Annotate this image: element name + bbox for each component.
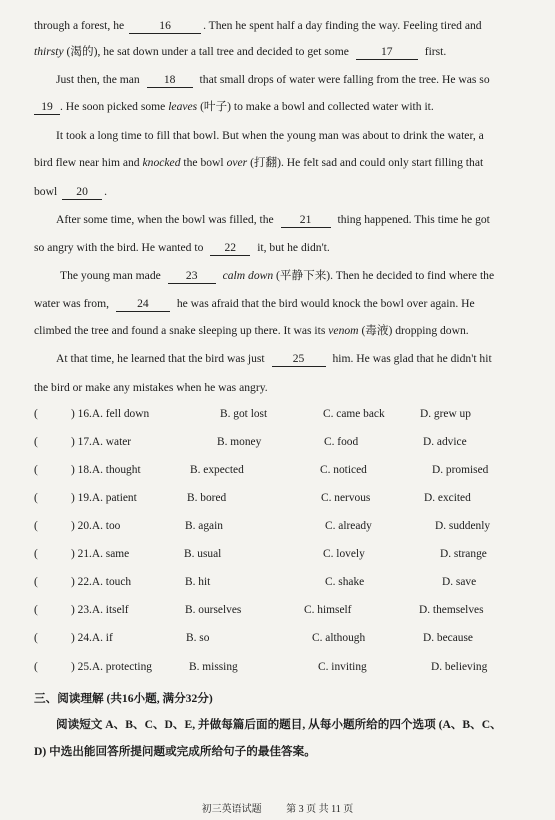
passage-line-12 (34, 324, 524, 338)
answer-paren[interactable]: ( (34, 548, 38, 560)
option-a: ) 17.A. water (71, 436, 132, 448)
passage-line-11 (34, 297, 524, 312)
blank-number: 18 (163, 73, 176, 86)
option-c: C. already (325, 520, 372, 532)
blank-number: 23 (185, 269, 198, 282)
option-d: D. because (423, 632, 473, 644)
answer-paren[interactable]: ( (34, 436, 38, 448)
option-d: D. strange (440, 548, 487, 560)
answer-paren[interactable]: ( (34, 408, 38, 420)
option-b: B. expected (190, 464, 244, 476)
blank-23 (168, 269, 216, 284)
text: knocked (142, 156, 181, 169)
option-c: C. noticed (320, 464, 367, 476)
option-b: B. ourselves (185, 604, 242, 616)
option-b: B. again (185, 520, 223, 532)
answer-paren[interactable]: ( (34, 632, 38, 644)
text: it, but he didn't. (257, 241, 330, 254)
text: that small drops of water were falling from the tree. He was so (199, 73, 490, 86)
passage-line-8 (34, 213, 524, 228)
option-row-17 (34, 436, 524, 452)
answer-paren[interactable]: ( (34, 464, 38, 476)
passage-line-3 (34, 73, 524, 88)
text: he was afraid that the bird would knock the bowl over again. He (176, 297, 475, 310)
text: The young man made (60, 269, 161, 282)
option-row-22 (34, 576, 524, 592)
text: It took a long time to fill that bowl. But when the young man was about to drink the water, a (56, 129, 484, 142)
text: At that time, he learned that the bird was just (56, 352, 265, 365)
option-b: B. usual (184, 548, 222, 560)
text: the bird or make any mistakes when he was angry. (34, 381, 268, 394)
option-a: ) 22.A. touch (71, 576, 132, 588)
answer-paren[interactable]: ( (34, 520, 38, 532)
option-row-20 (34, 520, 524, 536)
text: Just then, the man (56, 73, 140, 86)
option-a: ) 24.A. if (71, 632, 113, 644)
text: through a forest, he (34, 19, 125, 32)
text: venom (328, 324, 359, 337)
passage-line-9 (34, 241, 524, 256)
text: first. (424, 45, 447, 58)
option-c: C. food (324, 436, 359, 448)
text: leaves (168, 100, 198, 113)
passage-line-14 (34, 381, 524, 395)
blank-16 (129, 19, 201, 34)
blank-number: 25 (292, 352, 305, 365)
option-row-21 (34, 548, 524, 564)
passage-line-2 (34, 45, 524, 60)
passage-line-1 (34, 19, 524, 34)
option-c: C. nervous (321, 492, 371, 504)
text: water was from, (34, 297, 110, 310)
option-c: C. came back (323, 408, 385, 420)
answer-paren[interactable]: ( (34, 576, 38, 588)
passage-line-5 (34, 129, 524, 143)
option-d: D. themselves (419, 604, 484, 616)
option-b: B. bored (187, 492, 227, 504)
text: the bowl (183, 156, 224, 169)
option-d: D. believing (431, 661, 488, 673)
text: . (104, 185, 107, 198)
option-d: D. excited (424, 492, 471, 504)
option-a: ) 18.A. thought (71, 464, 141, 476)
blank-number: 17 (381, 45, 393, 58)
option-a: ) 21.A. same (71, 548, 130, 560)
option-row-18 (34, 464, 524, 480)
option-b: B. so (186, 632, 210, 644)
blank-20 (62, 185, 102, 200)
text: . Then he spent half a day finding the way. Feeling tired and (203, 19, 482, 32)
passage-line-7 (34, 185, 524, 200)
option-c: C. inviting (318, 661, 367, 673)
option-row-19 (34, 492, 524, 508)
option-a: ) 25.A. protecting (71, 661, 152, 673)
text: (打翻). He felt sad and could only start filling that (247, 156, 484, 169)
blank-number: 16 (159, 19, 171, 32)
option-row-16 (34, 408, 524, 424)
answer-paren[interactable]: ( (34, 661, 38, 673)
blank-18 (147, 73, 193, 88)
blank-17 (356, 45, 418, 60)
answer-paren[interactable]: ( (34, 492, 38, 504)
option-b: B. missing (189, 661, 238, 673)
option-row-23 (34, 604, 524, 620)
option-a: ) 23.A. itself (71, 604, 129, 616)
blank-21 (281, 213, 331, 228)
option-a: ) 19.A. patient (71, 492, 137, 504)
instruction-line-2: D) 中选出能回答所提问题或完成所给句子的最佳答案。 (34, 745, 316, 758)
exam-title: 初三英语试题 (201, 804, 262, 815)
option-d: D. grew up (420, 408, 471, 420)
option-c: C. shake (325, 576, 365, 588)
passage-line-13 (34, 352, 524, 367)
option-d: D. advice (423, 436, 467, 448)
text: bird flew near him and (34, 156, 140, 169)
text: thirsty (34, 45, 64, 58)
blank-number: 20 (76, 185, 88, 198)
blank-number: 21 (299, 213, 312, 226)
instruction-line-1: 阅读短文 A、B、C、D、E, 并做每篇后面的题目, 从每小题所给的四个选项 (A、B、C、 (56, 718, 502, 731)
blank-25 (272, 352, 326, 367)
option-a: ) 20.A. too (71, 520, 121, 532)
text: . He soon picked some (60, 100, 166, 113)
text: him. He was glad that he didn't hit (332, 352, 492, 365)
page-footer (0, 800, 555, 815)
text: (叶子) to make a bowl and collected water with it. (197, 100, 434, 113)
blank-number: 24 (137, 297, 149, 310)
text: so angry with the bird. He wanted to (34, 241, 204, 254)
answer-paren[interactable]: ( (34, 604, 38, 616)
text: thing happened. This time he got (337, 213, 490, 226)
option-row-24 (34, 632, 524, 648)
text: (毒液) dropping down. (358, 324, 469, 337)
section-heading: 三、阅读理解 (共16小题, 满分32分) (34, 692, 213, 705)
text: calm down (222, 269, 274, 282)
option-c: C. lovely (323, 548, 365, 560)
blank-number: 22 (224, 241, 237, 254)
passage-line-10 (34, 269, 524, 284)
blank-24 (116, 297, 170, 312)
option-d: D. suddenly (435, 520, 491, 532)
blank-22 (210, 241, 250, 256)
blank-19 (34, 100, 60, 115)
option-b: B. got lost (220, 408, 268, 420)
option-row-25 (34, 661, 524, 677)
option-c: C. although (312, 632, 366, 644)
text: bowl (34, 185, 58, 198)
passage-line-4 (34, 100, 524, 115)
text: (渴的), he sat down under a tall tree and decided to get some (63, 45, 349, 58)
text: over (226, 156, 248, 169)
option-b: B. money (217, 436, 262, 448)
blank-number: 19 (41, 100, 53, 113)
option-a: ) 16.A. fell down (71, 408, 150, 420)
text: climbed the tree and found a snake sleeping up there. It was its (34, 324, 326, 337)
text: After some time, when the bowl was filled, the (56, 213, 274, 226)
option-d: D. promised (432, 464, 489, 476)
option-d: D. save (442, 576, 477, 588)
text: (平静下来). Then he decided to find where the (273, 269, 495, 282)
passage-line-6 (34, 156, 524, 170)
page-number: 第 3 页 共 11 页 (286, 804, 354, 815)
option-b: B. hit (185, 576, 211, 588)
option-c: C. himself (304, 604, 352, 616)
